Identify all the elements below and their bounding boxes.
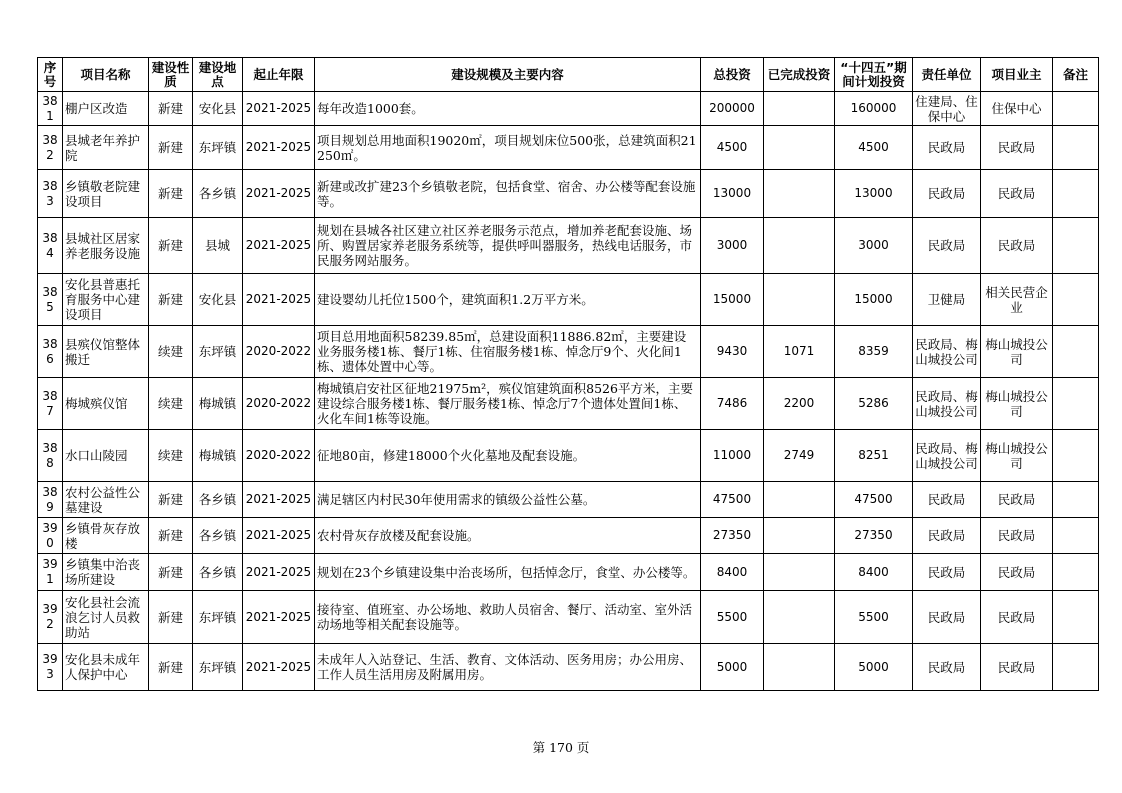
cell-scope: 项目规划总用地面积19020㎡，项目规划床位500张，总建筑面积21250㎡。 (315, 126, 701, 170)
cell-index: 390 (38, 518, 63, 554)
cell-remarks (1053, 126, 1099, 170)
cell-total-investment: 9430 (701, 326, 764, 378)
cell-nature: 新建 (149, 126, 193, 170)
cell-location: 东坪镇 (193, 126, 243, 170)
cell-owner: 梅山城投公司 (981, 326, 1053, 378)
cell-planned-investment: 8251 (835, 430, 913, 482)
cell-owner: 民政局 (981, 644, 1053, 691)
cell-remarks (1053, 482, 1099, 518)
cell-total-investment: 15000 (701, 274, 764, 326)
cell-responsible-unit: 民政局 (913, 218, 981, 274)
cell-scope: 满足辖区内村民30年使用需求的镇级公益性公墓。 (315, 482, 701, 518)
cell-period: 2021-2025 (243, 482, 315, 518)
cell-completed-investment (764, 591, 835, 644)
cell-responsible-unit: 住建局、住保中心 (913, 92, 981, 126)
cell-nature: 新建 (149, 644, 193, 691)
cell-project-name: 县城老年养护院 (63, 126, 149, 170)
cell-remarks (1053, 274, 1099, 326)
cell-period: 2020-2022 (243, 326, 315, 378)
cell-total-investment: 8400 (701, 554, 764, 591)
table-row (38, 274, 1099, 326)
cell-responsible-unit: 民政局 (913, 554, 981, 591)
cell-project-name: 县城社区居家养老服务设施 (63, 218, 149, 274)
cell-project-name: 乡镇骨灰存放楼 (63, 518, 149, 554)
cell-completed-investment (764, 170, 835, 218)
cell-owner: 梅山城投公司 (981, 378, 1053, 430)
cell-nature: 续建 (149, 326, 193, 378)
cell-location: 东坪镇 (193, 591, 243, 644)
cell-scope: 规划在县城各社区建立社区养老服务示范点，增加养老配套设施、场所、购置居家养老服务系统等，提供呼叫器服务，热线电话服务，市民服务网站服务。 (315, 218, 701, 274)
header-remarks: 备注 (1053, 58, 1099, 92)
cell-period: 2020-2022 (243, 378, 315, 430)
cell-completed-investment (764, 554, 835, 591)
cell-owner: 民政局 (981, 482, 1053, 518)
cell-index: 383 (38, 170, 63, 218)
table-row (38, 482, 1099, 518)
cell-index: 381 (38, 92, 63, 126)
cell-index: 389 (38, 482, 63, 518)
cell-location: 各乡镇 (193, 554, 243, 591)
cell-index: 387 (38, 378, 63, 430)
cell-nature: 新建 (149, 482, 193, 518)
cell-owner: 民政局 (981, 170, 1053, 218)
cell-responsible-unit: 民政局 (913, 126, 981, 170)
header-period: 起止年限 (243, 58, 315, 92)
header-total-investment: 总投资 (701, 58, 764, 92)
table-row (38, 591, 1099, 644)
cell-total-investment: 4500 (701, 126, 764, 170)
cell-period: 2021-2025 (243, 554, 315, 591)
cell-project-name: 安化县未成年人保护中心 (63, 644, 149, 691)
cell-completed-investment (764, 482, 835, 518)
cell-total-investment: 47500 (701, 482, 764, 518)
cell-scope: 项目总用地面积58239.85㎡，总建设面积11886.82㎡，主要建设业务服务楼1栋、餐厅1栋、住宿服务楼1栋、悼念厅9个、火化间1栋、遗体处置中心等。 (315, 326, 701, 378)
cell-location: 各乡镇 (193, 170, 243, 218)
cell-index: 385 (38, 274, 63, 326)
cell-responsible-unit: 民政局、梅山城投公司 (913, 430, 981, 482)
cell-period: 2020-2022 (243, 430, 315, 482)
cell-nature: 新建 (149, 591, 193, 644)
cell-responsible-unit: 民政局 (913, 170, 981, 218)
cell-responsible-unit: 民政局 (913, 644, 981, 691)
cell-remarks (1053, 378, 1099, 430)
cell-period: 2021-2025 (243, 92, 315, 126)
cell-total-investment: 3000 (701, 218, 764, 274)
cell-period: 2021-2025 (243, 518, 315, 554)
table-row (38, 92, 1099, 126)
project-table (37, 57, 1099, 691)
cell-scope: 征地80亩，修建18000个火化墓地及配套设施。 (315, 430, 701, 482)
cell-scope: 建设婴幼儿托位1500个，建筑面积1.2万平方米。 (315, 274, 701, 326)
cell-index: 391 (38, 554, 63, 591)
cell-owner: 民政局 (981, 218, 1053, 274)
header-project-name: 项目名称 (63, 58, 149, 92)
header-owner: 项目业主 (981, 58, 1053, 92)
cell-total-investment: 5500 (701, 591, 764, 644)
cell-completed-investment: 1071 (764, 326, 835, 378)
cell-completed-investment (764, 126, 835, 170)
cell-remarks (1053, 518, 1099, 554)
cell-nature: 新建 (149, 518, 193, 554)
cell-completed-investment: 2749 (764, 430, 835, 482)
table-row (38, 554, 1099, 591)
cell-nature: 续建 (149, 378, 193, 430)
cell-nature: 新建 (149, 218, 193, 274)
table-row (38, 644, 1099, 691)
cell-location: 安化县 (193, 274, 243, 326)
cell-nature: 新建 (149, 170, 193, 218)
cell-completed-investment (764, 218, 835, 274)
cell-remarks (1053, 218, 1099, 274)
header-location: 建设地点 (193, 58, 243, 92)
cell-location: 梅城镇 (193, 378, 243, 430)
cell-scope: 未成年人入站登记、生活、教育、文体活动、医务用房；办公用房、工作人员生活用房及附属用房。 (315, 644, 701, 691)
cell-period: 2021-2025 (243, 274, 315, 326)
header-completed-investment: 已完成投资 (764, 58, 835, 92)
header-scope: 建设规模及主要内容 (315, 58, 701, 92)
header-row (38, 58, 1099, 92)
cell-remarks (1053, 554, 1099, 591)
cell-completed-investment (764, 518, 835, 554)
cell-planned-investment: 27350 (835, 518, 913, 554)
cell-nature: 新建 (149, 554, 193, 591)
cell-nature: 新建 (149, 274, 193, 326)
cell-project-name: 安化县社会流浪乞讨人员救助站 (63, 591, 149, 644)
cell-responsible-unit: 民政局 (913, 482, 981, 518)
cell-owner: 民政局 (981, 591, 1053, 644)
cell-responsible-unit: 民政局 (913, 518, 981, 554)
cell-project-name: 梅城殡仪馆 (63, 378, 149, 430)
cell-owner: 相关民营企业 (981, 274, 1053, 326)
cell-planned-investment: 5000 (835, 644, 913, 691)
cell-project-name: 农村公益性公墓建设 (63, 482, 149, 518)
cell-planned-investment: 160000 (835, 92, 913, 126)
cell-location: 各乡镇 (193, 518, 243, 554)
cell-planned-investment: 8400 (835, 554, 913, 591)
header-responsible-unit: 责任单位 (913, 58, 981, 92)
cell-owner: 梅山城投公司 (981, 430, 1053, 482)
cell-total-investment: 5000 (701, 644, 764, 691)
header-nature: 建设性质 (149, 58, 193, 92)
cell-remarks (1053, 326, 1099, 378)
cell-planned-investment: 47500 (835, 482, 913, 518)
cell-nature: 续建 (149, 430, 193, 482)
cell-owner: 民政局 (981, 126, 1053, 170)
cell-index: 393 (38, 644, 63, 691)
cell-location: 县城 (193, 218, 243, 274)
cell-period: 2021-2025 (243, 591, 315, 644)
table-row (38, 378, 1099, 430)
cell-project-name: 乡镇集中治丧场所建设 (63, 554, 149, 591)
cell-period: 2021-2025 (243, 126, 315, 170)
cell-remarks (1053, 170, 1099, 218)
cell-planned-investment: 8359 (835, 326, 913, 378)
cell-completed-investment (764, 274, 835, 326)
cell-remarks (1053, 591, 1099, 644)
table-row (38, 126, 1099, 170)
cell-scope: 梅城镇启安社区征地21975m²，殡仪馆建筑面积8526平方米，主要建设综合服务楼1栋、餐厅服务楼1栋、悼念厅7个遗体处置间1栋、火化车间1栋等设施。 (315, 378, 701, 430)
cell-period: 2021-2025 (243, 218, 315, 274)
cell-completed-investment: 2200 (764, 378, 835, 430)
cell-index: 384 (38, 218, 63, 274)
header-planned-investment: “十四五”期间计划投资 (835, 58, 913, 92)
cell-completed-investment (764, 92, 835, 126)
table-row (38, 430, 1099, 482)
cell-period: 2021-2025 (243, 644, 315, 691)
cell-index: 392 (38, 591, 63, 644)
cell-index: 386 (38, 326, 63, 378)
cell-responsible-unit: 民政局、梅山城投公司 (913, 326, 981, 378)
cell-project-name: 县殡仪馆整体搬迁 (63, 326, 149, 378)
cell-index: 388 (38, 430, 63, 482)
cell-scope: 农村骨灰存放楼及配套设施。 (315, 518, 701, 554)
cell-owner: 民政局 (981, 554, 1053, 591)
table-row (38, 170, 1099, 218)
cell-planned-investment: 5286 (835, 378, 913, 430)
cell-location: 梅城镇 (193, 430, 243, 482)
cell-planned-investment: 5500 (835, 591, 913, 644)
cell-total-investment: 13000 (701, 170, 764, 218)
cell-responsible-unit: 民政局、梅山城投公司 (913, 378, 981, 430)
cell-remarks (1053, 92, 1099, 126)
cell-scope: 规划在23个乡镇建设集中治丧场所，包括悼念厅，食堂、办公楼等。 (315, 554, 701, 591)
cell-index: 382 (38, 126, 63, 170)
cell-nature: 新建 (149, 92, 193, 126)
cell-project-name: 乡镇敬老院建设项目 (63, 170, 149, 218)
cell-project-name: 安化县普惠托育服务中心建设项目 (63, 274, 149, 326)
cell-remarks (1053, 644, 1099, 691)
cell-completed-investment (764, 644, 835, 691)
cell-planned-investment: 15000 (835, 274, 913, 326)
cell-scope: 接待室、值班室、办公场地、救助人员宿舍、餐厅、活动室、室外活动场地等相关配套设施等。 (315, 591, 701, 644)
cell-location: 安化县 (193, 92, 243, 126)
cell-planned-investment: 13000 (835, 170, 913, 218)
cell-total-investment: 7486 (701, 378, 764, 430)
cell-scope: 新建或改扩建23个乡镇敬老院，包括食堂、宿舍、办公楼等配套设施等。 (315, 170, 701, 218)
cell-responsible-unit: 卫健局 (913, 274, 981, 326)
cell-responsible-unit: 民政局 (913, 591, 981, 644)
cell-period: 2021-2025 (243, 170, 315, 218)
cell-location: 东坪镇 (193, 644, 243, 691)
page-number: 第 170 页 (532, 740, 590, 755)
cell-owner: 民政局 (981, 518, 1053, 554)
table-row (38, 518, 1099, 554)
table-row (38, 326, 1099, 378)
cell-location: 各乡镇 (193, 482, 243, 518)
cell-total-investment: 27350 (701, 518, 764, 554)
table-row (38, 218, 1099, 274)
header-index: 序号 (38, 58, 63, 92)
cell-total-investment: 11000 (701, 430, 764, 482)
cell-remarks (1053, 430, 1099, 482)
cell-scope: 每年改造1000套。 (315, 92, 701, 126)
cell-planned-investment: 3000 (835, 218, 913, 274)
cell-owner: 住保中心 (981, 92, 1053, 126)
cell-total-investment: 200000 (701, 92, 764, 126)
cell-project-name: 水口山陵园 (63, 430, 149, 482)
cell-planned-investment: 4500 (835, 126, 913, 170)
cell-location: 东坪镇 (193, 326, 243, 378)
cell-project-name: 棚户区改造 (63, 92, 149, 126)
